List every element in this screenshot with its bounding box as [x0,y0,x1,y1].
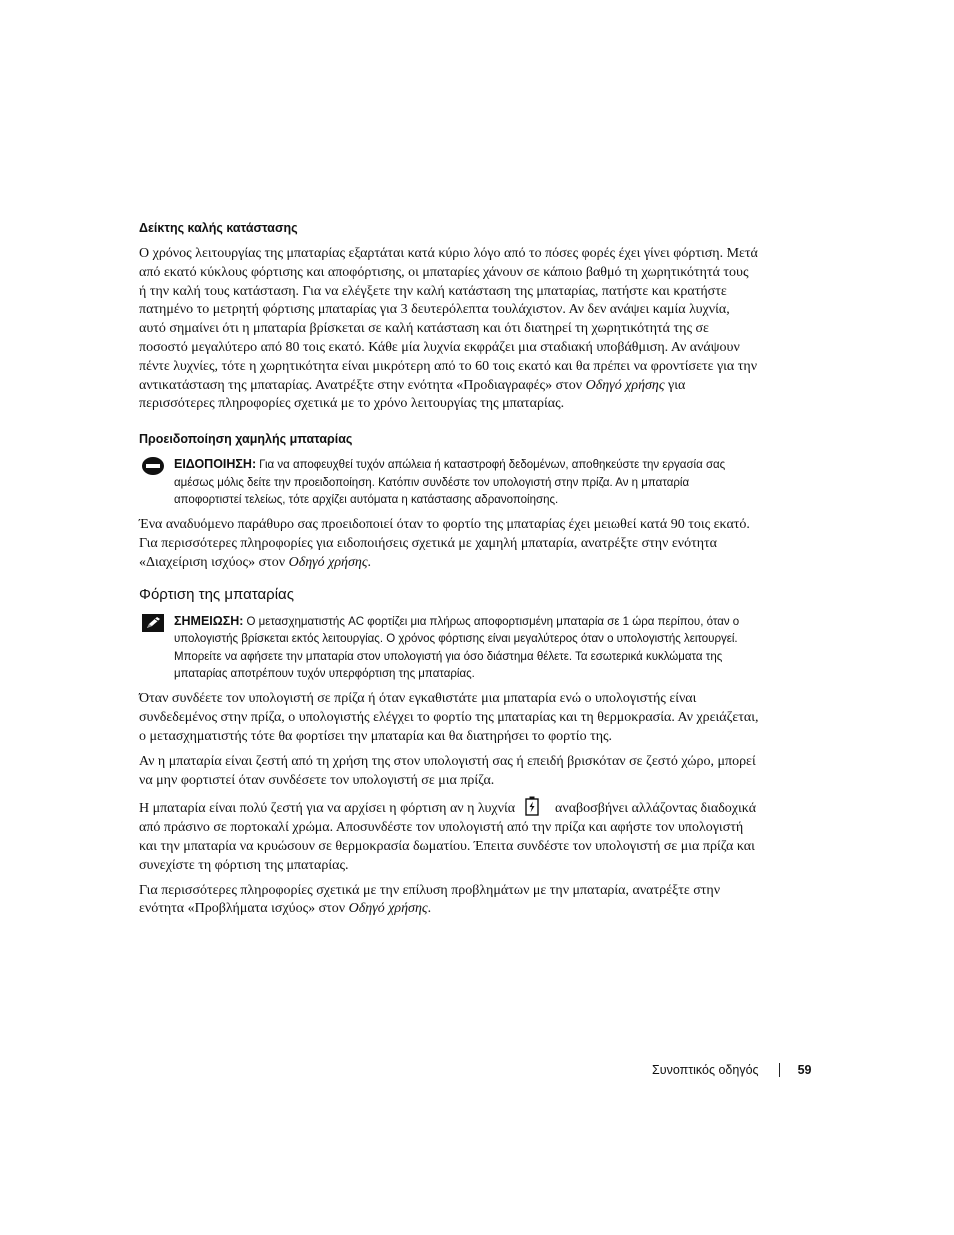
user-guide-ref: Οδηγό χρήσης [288,554,368,570]
notice-box [139,456,759,509]
low-battery-text-2: . [367,554,372,570]
note-label: ΣΗΜΕΙΩΣΗ: [174,613,244,628]
charging-text-4b: . [427,901,432,917]
health-heading: Δείκτης καλής κατάστασης [139,221,298,235]
health-text-1: Ο χρόνος λειτουργίας της μπαταρίας εξαρτάται κατά κύριο λόγο από το πόσες φορές έχει γίνει φόρτιση. Μετά από εκατό κύκλους φόρτισης και αποφόρτισης, οι μπαταρίες χάνουν σε κάποιο βαθμό τη χωρητικότητά τους ή την καλή τους κατάσταση. Για να ελέγξετε την καλή κατάσταση της μπαταρίας, πατήστε και κρατήστε πατημένο το μετρητή φόρτισης μπαταρίας για 3 δευτερόλεπτα τουλάχιστον. Αν δεν ανάψει καμία λυχνία, αυτό σημαίνει ότι η μπαταρία βρίσκεται σε καλή κατάσταση και ότι διατηρεί τη χωρητικότητά της σε ποσοστό μεγαλύτερο από 80 τοις εκατό. Κάθε μία λυχνία εκφράζει μια σταδιακή υποβάθμιση. Αν ανάψουν πέντε λυχνίες, τότε η χωρητικότητα είναι μικρότερη από το 60 τοις εκατό και θα πρέπει να φροντίσετε για την αντικατάσταση της μπαταρίας. Ανατρέξτε στην ενότητα «Προδιαγραφές» στον [139,246,758,393]
health-paragraph [139,245,759,414]
notice-icon [141,456,165,476]
low-battery-heading: Προειδοποίηση χαμηλής μπαταρίας [139,432,353,447]
charging-paragraph-2: Αν η μπαταρία είναι ζεστή από τη χρήση της στον υπολογιστή σας ή επειδή βρισκόταν σε ζεστό χώρο, μπορεί να μην φορτιστεί όταν συνδέσετε τον υπολογιστή σε μια πρίζα. [139,753,756,788]
notice-label: ΕΙΔΟΠΟΙΗΣΗ: [174,457,257,472]
page-content [139,219,759,925]
footer-divider [779,1063,780,1077]
user-guide-ref: Οδηγό χρήσης [348,901,428,917]
notice-text: Για να αποφευχθεί τυχόν απώλεια ή καταστροφή δεδομένων, αποθηκεύστε την εργασία σας αμέσως μόλις δείτε την προειδοποίηση. Κατόπιν συνδέστε τον υπολογιστή στην πρίζα. Αν η μπαταρία αποφορτιστεί τελείως, τότε αρχίζει αυτόματα η κατάστασης αδρανοποίησης. [174,459,726,506]
page-footer [652,1061,811,1079]
page-number: 59 [797,1063,812,1077]
charging-paragraph-3 [139,796,759,875]
charging-paragraph-4 [139,882,759,920]
charging-text-3b: αναβοσβήνει αλλάζοντας διαδοχικά από πράσινο σε πορτοκαλί χρώμα. Αποσυνδέστε τον υπολογιστή από την πρίζα και αφήστε τον υπολογιστή και την μπαταρία να κρυώσουν σε θερμοκρασία δωματίου. Έπειτα συνδέστε τον υπολογιστή σε μια πρίζα και συνεχίστε τη φόρτιση της μπαταρίας. [139,801,757,873]
user-guide-ref: Οδηγό χρήσης [585,377,665,393]
charging-text-3a: Η μπαταρία είναι πολύ ζεστή για να αρχίσει η φόρτιση αν η λυχνία [139,801,516,817]
battery-charge-icon [525,796,539,816]
footer-title: Συνοπτικός οδηγός [652,1063,759,1077]
charging-paragraph-1: Όταν συνδέετε τον υπολογιστή σε πρίζα ή όταν εγκαθιστάτε μια μπαταρία ενώ ο υπολογιστής είναι συνδεδεμένος στην πρίζα, ο υπολογιστής ελέγχει το φορτίο της μπαταρίας και τη θερμοκρασία. Αν χρειάζεται, ο μετασχηματιστής τότε θα φορτίσει την μπαταρία και θα διατηρήσει το φορτίο της. [139,691,759,744]
low-battery-text-1: Ένα αναδυόμενο παράθυρο σας προειδοποιεί όταν το φορτίο της μπαταρίας έχει μειωθεί κατά 90 τοις εκατό. Για περισσότερες πληροφορίες για ειδοποιήσεις σχετικά με χαμηλή μπαταρία, ανατρέξτε στην ενότητα «Διαχείριση ισχύος» στον [139,517,750,570]
note-box [139,613,759,684]
note-pencil-icon [141,613,165,633]
note-text: Ο μετασχηματιστής AC φορτίζει μια πλήρως αποφορτισμένη μπαταρία σε 1 ώρα περίπου, όταν ο υπολογιστής βρίσκεται εκτός λειτουργίας. Ο χρόνος φόρτισης είναι μεγαλύτερος όταν ο υπολογιστής λειτουργεί. Μπορείτε να αφήσετε την μπαταρία στον υπολογιστή για όσο διάστημα θέλετε. Τα εσωτερικά κυκλώματα της μπαταρίας αποτρέπουν τυχόν υπερφόρτιση της μπαταρίας. [174,615,740,680]
low-battery-paragraph [139,516,759,572]
charging-text-4a: Για περισσότερες πληροφορίες σχετικά με την επίλυση προβλημάτων με την μπαταρία, ανατρέξτε στην ενότητα «Προβλήματα ισχύος» στον [139,882,721,917]
charging-heading: Φόρτιση της μπαταρίας [139,585,294,603]
health-text-2: για περισσότερες πληροφορίες σχετικά με το χρόνο λειτουργίας της μπαταρίας. [139,377,686,412]
